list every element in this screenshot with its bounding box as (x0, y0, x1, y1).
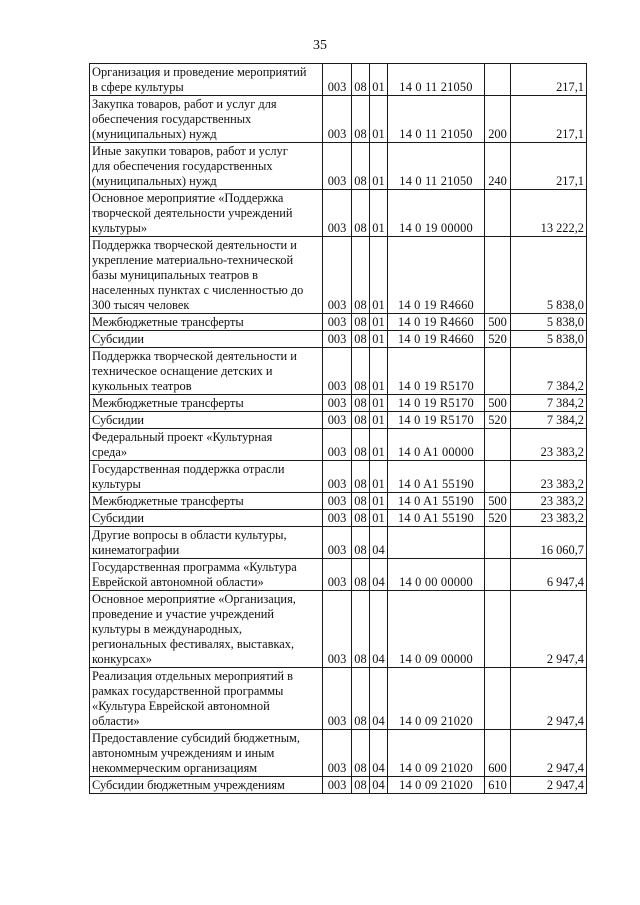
cell-subsection-code: 01 (370, 237, 388, 314)
item-name-line: региональных фестивалях, выставках, (92, 637, 295, 651)
cell-ministry-code: 003 (323, 493, 352, 510)
item-name-line: культуры в международных, (92, 622, 242, 636)
cell-item-name (90, 668, 323, 730)
cell-amount: 5 838,0 (511, 237, 587, 314)
cell-subsection-code: 04 (370, 668, 388, 730)
cell-item-name (90, 331, 323, 348)
cell-item-name (90, 429, 323, 461)
table-row (90, 591, 587, 668)
cell-item-name (90, 510, 323, 527)
cell-amount: 2 947,4 (511, 591, 587, 668)
cell-item-name (90, 527, 323, 559)
item-name-line: конкурсах» (92, 652, 152, 666)
cell-target-article-code: 14 0 11 21050 (388, 143, 485, 190)
item-name-line: в сфере культуры (92, 80, 184, 94)
cell-amount: 6 947,4 (511, 559, 587, 591)
table-row (90, 237, 587, 314)
cell-section-code: 08 (352, 510, 370, 527)
table-row (90, 668, 587, 730)
table-row (90, 96, 587, 143)
cell-expense-type-code: 520 (485, 510, 511, 527)
cell-subsection-code: 01 (370, 429, 388, 461)
cell-subsection-code: 04 (370, 527, 388, 559)
cell-amount: 2 947,4 (511, 730, 587, 777)
item-name-line: Поддержка творческой деятельности и (92, 238, 297, 252)
item-name-line: Предоставление субсидий бюджетным, (92, 731, 300, 745)
table-row (90, 730, 587, 777)
cell-expense-type-code (485, 527, 511, 559)
item-name-line: Поддержка творческой деятельности и (92, 349, 297, 363)
item-name-line: кукольных театров (92, 379, 192, 393)
cell-expense-type-code: 610 (485, 777, 511, 794)
cell-target-article-code: 14 0 19 R5170 (388, 395, 485, 412)
table-row (90, 559, 587, 591)
item-name-line: Государственная программа «Культура (92, 560, 297, 574)
cell-subsection-code: 01 (370, 143, 388, 190)
cell-amount: 13 222,2 (511, 190, 587, 237)
cell-expense-type-code: 240 (485, 143, 511, 190)
table-row (90, 527, 587, 559)
item-name-line: творческой деятельности учреждений (92, 206, 293, 220)
table-row (90, 190, 587, 237)
cell-item-name (90, 412, 323, 429)
cell-subsection-code: 01 (370, 461, 388, 493)
cell-amount: 5 838,0 (511, 314, 587, 331)
cell-subsection-code: 01 (370, 331, 388, 348)
cell-item-name (90, 96, 323, 143)
item-name-line: Субсидии (92, 332, 144, 346)
item-name-line: Федеральный проект «Культурная (92, 430, 273, 444)
cell-section-code: 08 (352, 331, 370, 348)
cell-amount: 217,1 (511, 96, 587, 143)
item-name-line: автономным учреждениям и иным (92, 746, 275, 760)
item-name-line: Закупка товаров, работ и услуг для (92, 97, 277, 111)
cell-expense-type-code (485, 237, 511, 314)
cell-subsection-code: 04 (370, 730, 388, 777)
cell-ministry-code: 003 (323, 730, 352, 777)
cell-subsection-code: 01 (370, 314, 388, 331)
cell-ministry-code: 003 (323, 314, 352, 331)
table-row (90, 493, 587, 510)
cell-ministry-code: 003 (323, 348, 352, 395)
cell-expense-type-code (485, 190, 511, 237)
cell-ministry-code: 003 (323, 429, 352, 461)
cell-subsection-code: 01 (370, 510, 388, 527)
page-number: 35 (313, 38, 327, 53)
cell-section-code: 08 (352, 237, 370, 314)
item-name-line: Государственная поддержка отрасли (92, 462, 285, 476)
cell-section-code: 08 (352, 668, 370, 730)
cell-subsection-code: 01 (370, 412, 388, 429)
table-row (90, 348, 587, 395)
item-name-line: Межбюджетные трансферты (92, 494, 244, 508)
budget-table (89, 63, 587, 794)
cell-item-name (90, 348, 323, 395)
cell-expense-type-code (485, 668, 511, 730)
item-name-line: для обеспечения государственных (92, 159, 273, 173)
item-name-line: среда» (92, 445, 128, 459)
cell-section-code: 08 (352, 64, 370, 96)
item-name-line: Реализация отдельных мероприятий в (92, 669, 293, 683)
cell-item-name (90, 64, 323, 96)
cell-ministry-code: 003 (323, 190, 352, 237)
item-name-line: укрепление материально-технической (92, 253, 294, 267)
cell-item-name (90, 461, 323, 493)
cell-amount: 7 384,2 (511, 395, 587, 412)
cell-amount: 7 384,2 (511, 348, 587, 395)
cell-target-article-code: 14 0 19 R4660 (388, 237, 485, 314)
cell-amount: 2 947,4 (511, 777, 587, 794)
item-name-line: Еврейской автономной области» (92, 575, 264, 589)
cell-ministry-code: 003 (323, 559, 352, 591)
cell-item-name (90, 559, 323, 591)
cell-ministry-code: 003 (323, 64, 352, 96)
cell-expense-type-code: 600 (485, 730, 511, 777)
cell-target-article-code: 14 0 09 21020 (388, 668, 485, 730)
table-row (90, 510, 587, 527)
cell-section-code: 08 (352, 429, 370, 461)
cell-ministry-code: 003 (323, 412, 352, 429)
cell-section-code: 08 (352, 777, 370, 794)
cell-item-name (90, 395, 323, 412)
cell-item-name (90, 493, 323, 510)
cell-expense-type-code: 500 (485, 314, 511, 331)
item-name-line: рамках государственной программы (92, 684, 284, 698)
cell-item-name (90, 730, 323, 777)
item-name-line: Организация и проведение мероприятий (92, 65, 307, 79)
cell-ministry-code: 003 (323, 777, 352, 794)
cell-section-code: 08 (352, 190, 370, 237)
cell-subsection-code: 04 (370, 591, 388, 668)
cell-amount: 217,1 (511, 64, 587, 96)
item-name-line: Основное мероприятие «Организация, (92, 592, 296, 606)
item-name-line: области» (92, 714, 140, 728)
cell-subsection-code: 01 (370, 395, 388, 412)
cell-target-article-code: 14 0 19 R4660 (388, 314, 485, 331)
cell-subsection-code: 01 (370, 348, 388, 395)
item-name-line: населенных пунктах с численностью до (92, 283, 304, 297)
cell-ministry-code: 003 (323, 96, 352, 143)
cell-item-name (90, 237, 323, 314)
cell-expense-type-code: 520 (485, 331, 511, 348)
cell-target-article-code: 14 0 A1 55190 (388, 510, 485, 527)
cell-amount: 23 383,2 (511, 510, 587, 527)
cell-subsection-code: 01 (370, 493, 388, 510)
cell-ministry-code: 003 (323, 591, 352, 668)
cell-target-article-code: 14 0 09 21020 (388, 777, 485, 794)
cell-ministry-code: 003 (323, 395, 352, 412)
table-body (90, 64, 587, 794)
item-name-line: Основное мероприятие «Поддержка (92, 191, 284, 205)
cell-target-article-code (388, 527, 485, 559)
cell-section-code: 08 (352, 395, 370, 412)
cell-target-article-code: 14 0 A1 55190 (388, 493, 485, 510)
cell-section-code: 08 (352, 143, 370, 190)
cell-subsection-code: 04 (370, 777, 388, 794)
cell-item-name (90, 777, 323, 794)
cell-expense-type-code (485, 64, 511, 96)
cell-target-article-code: 14 0 A1 55190 (388, 461, 485, 493)
cell-expense-type-code (485, 559, 511, 591)
cell-amount: 7 384,2 (511, 412, 587, 429)
cell-expense-type-code (485, 348, 511, 395)
cell-amount: 23 383,2 (511, 429, 587, 461)
item-name-line: техническое оснащение детских и (92, 364, 273, 378)
cell-ministry-code: 003 (323, 510, 352, 527)
table-row (90, 314, 587, 331)
item-name-line: Субсидии бюджетным учреждениям (92, 778, 285, 792)
cell-target-article-code: 14 0 11 21050 (388, 96, 485, 143)
cell-subsection-code: 01 (370, 64, 388, 96)
table-row (90, 412, 587, 429)
cell-section-code: 08 (352, 730, 370, 777)
cell-ministry-code: 003 (323, 527, 352, 559)
cell-target-article-code: 14 0 19 R4660 (388, 331, 485, 348)
cell-item-name (90, 143, 323, 190)
table-row (90, 143, 587, 190)
item-name-line: Субсидии (92, 413, 144, 427)
cell-ministry-code: 003 (323, 143, 352, 190)
cell-amount: 23 383,2 (511, 461, 587, 493)
cell-section-code: 08 (352, 591, 370, 668)
item-name-line: Межбюджетные трансферты (92, 396, 244, 410)
item-name-line: проведение и участие учреждений (92, 607, 274, 621)
cell-section-code: 08 (352, 348, 370, 395)
cell-target-article-code: 14 0 09 00000 (388, 591, 485, 668)
item-name-line: 300 тысяч человек (92, 298, 190, 312)
cell-expense-type-code: 520 (485, 412, 511, 429)
cell-target-article-code: 14 0 11 21050 (388, 64, 485, 96)
cell-target-article-code: 14 0 19 R5170 (388, 348, 485, 395)
cell-section-code: 08 (352, 314, 370, 331)
cell-amount: 5 838,0 (511, 331, 587, 348)
cell-section-code: 08 (352, 96, 370, 143)
cell-ministry-code: 003 (323, 237, 352, 314)
table-row (90, 461, 587, 493)
item-name-line: Межбюджетные трансферты (92, 315, 244, 329)
cell-expense-type-code: 200 (485, 96, 511, 143)
cell-amount: 23 383,2 (511, 493, 587, 510)
item-name-line: (муниципальных) нужд (92, 174, 217, 188)
cell-section-code: 08 (352, 461, 370, 493)
cell-expense-type-code (485, 591, 511, 668)
item-name-line: обеспечения государственных (92, 112, 252, 126)
cell-expense-type-code (485, 461, 511, 493)
item-name-line: базы муниципальных театров в (92, 268, 259, 282)
cell-item-name (90, 190, 323, 237)
cell-ministry-code: 003 (323, 668, 352, 730)
cell-ministry-code: 003 (323, 461, 352, 493)
item-name-line: (муниципальных) нужд (92, 127, 217, 141)
cell-expense-type-code: 500 (485, 493, 511, 510)
table-row (90, 429, 587, 461)
table-row (90, 331, 587, 348)
cell-item-name (90, 314, 323, 331)
cell-ministry-code: 003 (323, 331, 352, 348)
cell-expense-type-code: 500 (485, 395, 511, 412)
cell-subsection-code: 01 (370, 96, 388, 143)
cell-target-article-code: 14 0 00 00000 (388, 559, 485, 591)
item-name-line: некоммерческим организациям (92, 761, 258, 775)
table-row (90, 777, 587, 794)
cell-amount: 16 060,7 (511, 527, 587, 559)
cell-section-code: 08 (352, 559, 370, 591)
cell-amount: 217,1 (511, 143, 587, 190)
table-row (90, 395, 587, 412)
item-name-line: Субсидии (92, 511, 144, 525)
item-name-line: «Культура Еврейской автономной (92, 699, 270, 713)
cell-section-code: 08 (352, 527, 370, 559)
item-name-line: Другие вопросы в области культуры, (92, 528, 287, 542)
item-name-line: Иные закупки товаров, работ и услуг (92, 144, 288, 158)
table-row (90, 64, 587, 96)
cell-amount: 2 947,4 (511, 668, 587, 730)
cell-item-name (90, 591, 323, 668)
cell-target-article-code: 14 0 A1 00000 (388, 429, 485, 461)
cell-section-code: 08 (352, 412, 370, 429)
cell-subsection-code: 01 (370, 190, 388, 237)
cell-section-code: 08 (352, 493, 370, 510)
cell-subsection-code: 04 (370, 559, 388, 591)
cell-expense-type-code (485, 429, 511, 461)
item-name-line: кинематографии (92, 543, 180, 557)
item-name-line: культуры» (92, 221, 148, 235)
cell-target-article-code: 14 0 19 R5170 (388, 412, 485, 429)
cell-target-article-code: 14 0 09 21020 (388, 730, 485, 777)
item-name-line: культуры (92, 477, 141, 491)
cell-target-article-code: 14 0 19 00000 (388, 190, 485, 237)
